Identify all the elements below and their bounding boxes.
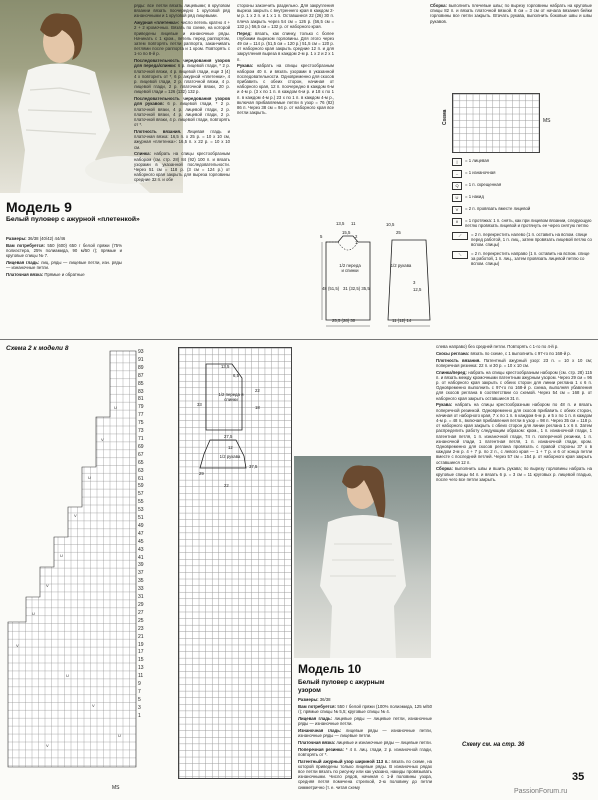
model10-right-5: Сборка: выполнить швы и вшить рукава; по вырезу горловины набрать на круговые спицы 64 п. и вязать 6 р. = 3 см = 11 круговых р. лицевой гладью, после чего все петли закрыть.	[436, 466, 592, 482]
model9-dim-9: 25,5 (28) 30	[332, 318, 356, 323]
row-label: 21	[138, 633, 144, 640]
model9-dim-12: 11 (12) 14	[392, 318, 412, 323]
section-divider	[0, 339, 598, 340]
legend-text-4: = 2 п. провязать вместе лицевой	[465, 206, 531, 211]
model9-col3-1: Перед: вязать, как спинку, только с более глубоким вырезом горловины. Для этого через 49 см = 114 р. (51,5 см = 120 р.) 51,5 см = 120 р. от наборного края закрыть средние 12 п. и для закругления выреза в каждом 2-м р. 1 x 2 и 2 x 1 п.	[237, 30, 334, 62]
svg-text:U: U	[118, 733, 121, 738]
legend-text-2: = 1 п. скрещенная	[465, 182, 502, 187]
yarn-over-symbol: U	[452, 194, 462, 202]
model10-right-1: Скосы реглана: вязать по схеме, с 1 выполнить с 97-го по 168-й р.	[436, 350, 571, 356]
chart2-stepped-grid	[6, 347, 176, 777]
crossed-stitch-symbol: Q	[452, 182, 462, 190]
model9-dim-10: 12,5	[413, 287, 422, 292]
legend-row-1	[452, 170, 592, 178]
legend-row-2	[452, 182, 592, 190]
row-label: 75	[138, 420, 144, 427]
model9-dim-13: 25	[396, 230, 401, 235]
row-label: 59	[138, 483, 144, 490]
model9-dim-1: 11	[351, 221, 356, 226]
model9-intro	[6, 236, 122, 279]
row-label: 83	[138, 388, 144, 395]
model9-chart-ms-label: MS	[543, 118, 551, 124]
model10-dim-9: 22	[224, 483, 229, 488]
row-label: 43	[138, 546, 144, 553]
row-label: 23	[138, 625, 144, 632]
legend-row-7	[452, 251, 592, 266]
svg-text:U: U	[66, 673, 69, 678]
model9-sleeve-label: 1/2 рукава	[390, 263, 412, 268]
slip-stitch-symbol: ∨	[452, 218, 462, 226]
row-label: 81	[138, 396, 144, 403]
row-label: 49	[138, 522, 144, 529]
chart2-row-numbers	[138, 349, 144, 721]
model9-para-0: Размеры: 36/38 (40/42) 44/46	[6, 236, 66, 241]
row-label: 91	[138, 356, 144, 363]
svg-text:U: U	[114, 405, 117, 410]
model10-dim-0: 13,5	[221, 364, 230, 369]
row-label: 19	[138, 641, 144, 648]
knit-stitch-symbol: |	[452, 158, 462, 166]
page-number: 35	[572, 771, 585, 783]
row-label: 55	[138, 499, 144, 506]
model10-right-0: слева направо) без средней петли. Повторять с 1-го по 4-й р.	[436, 344, 559, 349]
model9-subtitle: Белый пуловер с ажурной «плетенкой»	[6, 216, 140, 223]
model9-para-2: Лицевая гладь: лиц. ряды — лицевые петли, изн. ряды — изнаночные петли.	[6, 260, 122, 271]
model10-intro	[298, 697, 432, 791]
svg-text:V: V	[101, 437, 104, 442]
row-label: 27	[138, 609, 144, 616]
model9-dim-6: 10,5	[386, 222, 395, 227]
model9-stitch-chart	[452, 93, 540, 153]
cross-right-symbol: ⟍	[452, 251, 468, 259]
model9-col3-2: Рукава: набрать на спицы крестообразным набором 40 п. и вязать узорами в указанной последовательности. Одновременно для скосов прибавить с обеих сторон, начиная от наборного края, 12 п. поочередно в каждом 6-м и 4-м р. (3 x по 1 п. в каждом 6-м р. и 18 x по 1 п. в каждом 4-м р.) 23 x по 1 п. в каждом 4-м р., включая прибавляемые петли в узор = 76 (82) 86 п. Через 38 см = 94 р. от наборного края все петли закрыть.	[237, 63, 334, 116]
row-label: 11	[138, 673, 144, 680]
row-label: 17	[138, 649, 144, 656]
model9-para-1: Вам потребуется: 550 (600) 650 г белой пряжи (75% полиэстера, 25% полиамида, 90 м/50 г); прямые и круговые спицы № 7.	[6, 242, 123, 259]
legend-row-6	[452, 232, 592, 247]
model9-dim-0: 13,5	[336, 221, 345, 226]
legend-text-3: = 1 накид	[465, 194, 484, 199]
model10-right-2: Плотность вязания. Патентный ажурный узор: 23 п. = 10 x 10 см; поперечная резинка: 22 п. и 30 р. = 10 x 10 см.	[436, 357, 592, 368]
model9-col2-2: Последовательность чередования узоров для переда/спинки: 6 р. лицевой глади, * 2 р. платочной вязки, 4 р. лицевой глади, еще 3 (4) 4 х повторить от *, 6 р. ажурной «плетенки», 4 р. лицевой глади, 2 р. платочной вязки, 4 р. лицевой глади, 2 р. платочной вязки, 20 р. лицевой глади = 126 (132) 132 р.	[134, 58, 230, 95]
row-label: 31	[138, 594, 144, 601]
model9-dim-2: 15,5	[342, 230, 351, 235]
legend-text-6: = 2 п. перекрестить налево (1 п. оставить на вспом. спице перед работой, 1 п. лиц., затем провязать лицевой петлю со вспом. спицы)	[471, 232, 592, 247]
row-label: 89	[138, 364, 144, 371]
model9-col2-0: ряды: все петли вязать лицевыми; в круговом вязании вязать поочередно 1 круговой ряд изнаночными и 1 круговой ряд лицевыми.	[134, 3, 230, 19]
svg-text:U: U	[32, 611, 35, 616]
row-label: 87	[138, 372, 144, 379]
model10-right-column	[436, 344, 592, 484]
legend-text-0: = 1 лицевая	[465, 158, 489, 163]
model9-dim-4: 2	[355, 234, 358, 239]
row-label: 29	[138, 602, 144, 608]
svg-text:V: V	[16, 643, 19, 648]
model9-para-3: Платочная вязка: Прямые и обратные	[6, 272, 85, 277]
row-label: 57	[138, 491, 144, 498]
row-label: 79	[138, 404, 144, 411]
model9-column-4	[430, 3, 592, 25]
model9-col2-3: Последовательность чередования узоров для рукавов: 6 р. лицевой глади, * 2 р. платочной вязки, 4 р. лицевой глади, 2 р. платочной вязки, 4 р. лицевой глади, 2 р. платочной вязки, 4 р. лицевой глади, повторять от *.	[134, 96, 230, 128]
model9-col3-3: Сборка: выполнить плечевые швы; по вырезу горловины набрать на круговые спицы 82 п. и вязать платочной вязкой. 8 см = 3 см от начала вязания бейки горловины все петли закрыть. Втачать рукава, выполнить боковые швы и швы рукавов.	[430, 3, 593, 24]
k2tog-symbol: V	[452, 206, 462, 214]
model10-photo	[294, 456, 431, 658]
model10-sleeve-label: 1/2 рукава	[219, 454, 241, 459]
model9-title: Модель 9	[6, 199, 72, 215]
svg-text:V: V	[46, 583, 49, 588]
row-label: 41	[138, 554, 144, 561]
row-label: 33	[138, 586, 144, 593]
row-label: 77	[138, 412, 144, 419]
row-label: 39	[138, 562, 144, 569]
model10-para-3: Изнаночная гладь: лицевые ряды — изнаночные петли, изнаночные ряды — лицевые петли.	[298, 727, 433, 738]
model10-dim-7: 29	[199, 471, 204, 476]
model9-garment-schematic	[318, 222, 436, 332]
model10-title: Модель 10	[298, 662, 362, 676]
model10-dim-4: 27,5	[224, 434, 233, 439]
row-label: 93	[138, 349, 144, 355]
svg-text:V: V	[46, 743, 49, 748]
legend-row-5	[452, 218, 592, 228]
model9-col3-0: стороны закончить раздельно. Для закругления выреза закрыть с внутреннего края в каждом 2-м р. 1 x 2 п. и 1 x 1 п. Оставшиеся 22 (26) 30 п. плеча закрыть через 54 см = 126 р. (56,5 см = 132 р.) 56,5 см = 132 р. от наборного края.	[237, 3, 334, 29]
model9-dim-7: 48 (51,5)	[322, 286, 340, 291]
row-label: 67	[138, 451, 144, 458]
model10-dim-5: 18	[255, 405, 260, 410]
model10-para-0: Размеры: 36/38	[298, 697, 331, 702]
row-label: 53	[138, 507, 144, 514]
row-label: 13	[138, 665, 144, 672]
row-label: 35	[138, 578, 144, 585]
model9-dim-8: 31 (32,5) 35,5	[343, 286, 370, 291]
row-label: 25	[138, 617, 144, 624]
legend-row-0	[452, 158, 592, 166]
row-label: 63	[138, 467, 144, 474]
model10-dim-2: 33	[197, 402, 202, 407]
legend-row-4	[452, 206, 592, 214]
model10-right-4: Рукава: набрать на спицы крестообразным набором по 48 п. и вязать поперечной резинкой. Одновременно для скосов прибавить с обеих сторон, начиная от наборного края, 7 x по 1 п. в каждом 6-м р. и 5 x по 1 п. в каждом 4-м р. = 48 п., включая прибавления петли в узор = 98 п. Через 35 см = 118 р. от наборного края закрыть с обеих сторон для линии реглана 1 x 6 п. Затем распределить работу следующим образом: кром., 1 п. изнаночной глади, 1 патентная петля, 1 п. изнаночной глади, 74 п. поперечной резинки, 1 п. изнаночной глади, 1 патентная петля, 1 п. изнаночной глади, кром. Одновременно для скосов реглана провязать с правой стороны 37 х в каждом 2-м р. 4 + 7 р. по 2 п., с левого края — 1 + 7 р. и 6 от конца петли вместе с последней петлей. Через 57 см = 154 р. от наборного края закрыть оставшиеся 12 п.	[436, 402, 592, 465]
row-label: 51	[138, 515, 144, 522]
purl-stitch-symbol: –	[452, 170, 462, 178]
model10-para-1: Вам потребуется: 550 г белой пряжи (100% полиэмида, 125 м/50 г); прямые спицы № 5,5; круговые спицы № 4.	[298, 703, 432, 714]
legend-text-5: = 1 протяжка: 1 п. снять, как при лицевом вязании, следующую петлю провязать лицевой и протянуть ее через снятую петлю	[465, 218, 592, 228]
model10-footer-ref: Схему см. на стр. 36	[462, 742, 525, 748]
row-label: 47	[138, 530, 144, 537]
model10-para-6: Патентный ажурный узор шириной 113 п.: вязать по схеме, на которой приведены только лицевые ряды. В изнаночных рядах все петли вязать по рисунку или как указано, накиды провязывать изнаночными. Число рядов, начиная с 1-й половины узора, средняя петля помечена стрелкой, 2-ю половину до петли симметрично (т. е. читая схему	[298, 758, 432, 790]
svg-text:V: V	[92, 703, 95, 708]
row-label: 1	[138, 712, 141, 719]
row-label: 3	[138, 704, 141, 711]
model9-dim-11: 3	[413, 280, 416, 285]
row-label: 85	[138, 380, 144, 387]
row-label: 71	[138, 435, 144, 442]
model10-dim-6: 12	[228, 445, 233, 450]
row-label: 37	[138, 570, 144, 577]
model9-col2-1: Ажурная «плетенка»: число петель кратно 4 + 2 + 2 кромочных. Вязать по схеме, на которой приведены лицевые и изнаночные ряды. Начинать с 1 кром., петель перед раппортом, затем повторять петли раппорта, заканчивать петлями после раппорта и 1 кром. Повторять с 1-го по 8-й р.	[134, 20, 230, 57]
model9-column-3	[237, 3, 334, 117]
model9-front-label: 1/2 переда и спинки	[339, 263, 361, 273]
legend-text-7: = 2 п. перекрестить направо (1 п. оставить на вспом. спице за работой, 1 п. лиц., затем провязать лицевой петлю со вспом. спицы)	[471, 251, 590, 266]
model9-col2-5: Спинка: набрать на спицы крестообразным набором (см. стр. 28) 84 (92) 100 п. и вязать узорами в указанной последовательности. Через 51 см = 118 р. (3 см = 124 р.) от наборного края закрыть для выреза горловины средние 32 п. и обе	[134, 151, 230, 183]
model9-column-2	[134, 3, 230, 184]
legend-text-1: = 1 изнаночная	[465, 170, 496, 175]
model10-para-5: Поперечная резинка: * 4 п. лиц. глади, 2 р. изнаночной глади, повторять от *.	[298, 746, 432, 757]
model10-subtitle: Белый пуловер с ажурным узором	[298, 679, 385, 694]
watermark: PassionForum.ru	[514, 788, 568, 795]
chart2-title: Схема 2 к модели 8	[6, 345, 69, 352]
model9-dim-3: 5	[320, 234, 323, 239]
model10-photo-figure	[294, 456, 431, 658]
row-label: 15	[138, 657, 144, 664]
row-label: 65	[138, 459, 144, 466]
model9-chart-title: Схема	[442, 109, 448, 125]
row-label: 9	[138, 681, 141, 688]
row-label: 7	[138, 688, 141, 695]
row-label: 5	[138, 696, 141, 703]
svg-text:U: U	[60, 553, 63, 558]
legend-row-3	[452, 194, 592, 202]
row-label: 73	[138, 428, 144, 435]
row-label: 61	[138, 475, 144, 482]
model10-para-4: Платочная вязка: лицевые и изнаночные ряды — лицевые петли.	[298, 739, 432, 745]
model10-dim-8: 37,5	[249, 464, 258, 469]
model10-right-3: Спинка/перед: набрать на спицы крестообразным набором (см. стр. 28) 115 п. и вязать между кромочными патентным ажурным узором. Через 29 см = 96 р. от наборного края закрыть с обеих сторон для линии реглана 1 x 6 п. Одновременно выполнить с 97-го по 168-й р. схема, выполняя убавления для скосов реглана в соответствии со схемой. Через 54 см = 168 р. от наборного края закрыть оставшиеся 31 п.	[436, 369, 592, 401]
svg-text:V: V	[74, 513, 77, 518]
model10-dim-3: 22	[255, 388, 260, 393]
model10-para-2: Лицевая гладь: лицевые ряды — лицевые петли, изнаночные ряды — изнаночные петли.	[298, 715, 432, 726]
cross-left-symbol: ⟋	[452, 232, 468, 240]
row-label: 45	[138, 538, 144, 545]
row-label: 69	[138, 443, 144, 450]
model10-dim-1: 6,5	[233, 373, 239, 378]
model10-front-label: 1/2 переда и спинки	[218, 392, 244, 402]
chart2-ms-label: MS	[112, 785, 120, 791]
model9-col2-4: Плотность вязания. Лицевая гладь и платочная вязка: 16,5 п. x 25 р. = 10 x 10 см, ажурная «плетенка»: 16,5 п. x 22 р. = 10 x 10 см.	[134, 129, 230, 150]
model9-legend	[452, 158, 592, 270]
svg-text:U: U	[88, 475, 91, 480]
model9-dim-5: 1	[355, 240, 358, 245]
